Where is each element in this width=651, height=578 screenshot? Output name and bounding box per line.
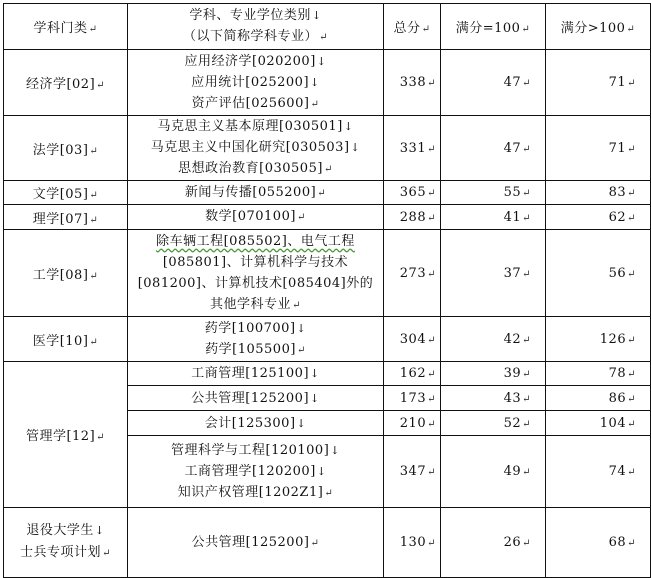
category-cell: 法学[03] ↵ [4, 116, 128, 181]
discipline-cell [128, 205, 384, 230]
discipline-line: 药学[100700] ↓ [132, 318, 379, 339]
discipline-cell [128, 436, 384, 508]
header-discipline [128, 4, 384, 50]
category-cell: 工学[08] ↵ [4, 230, 128, 317]
discipline-line: 其他学科专业 ↵ [132, 294, 379, 316]
full-gt100-score: 126 ↵ [546, 317, 651, 362]
header-total: 总分 ↵ [384, 4, 441, 50]
total-score: 130 ↵ [384, 508, 441, 578]
full-gt100-score: 62 ↵ [546, 205, 651, 230]
category-line2: 士兵专项计划 ↵ [8, 542, 123, 565]
table-row [4, 230, 651, 317]
discipline-line: [081200]、计算机技术[085404]外的 [137, 275, 374, 291]
full100-score: 55 ↵ [441, 181, 546, 205]
header-discipline-line1: 学科、专业学位类别 ↓ [132, 5, 379, 26]
full100-score: 49 ↵ [441, 436, 546, 508]
discipline-cell [128, 362, 384, 386]
discipline-cell [128, 386, 384, 411]
category-cell [4, 508, 128, 578]
discipline-line: 数学[070100] ↵ [132, 206, 379, 228]
table-row [4, 205, 651, 230]
score-table [3, 3, 651, 578]
full-gt100-score: 104 ↵ [546, 411, 651, 436]
table-row [4, 508, 651, 578]
discipline-line: 会计[125300] ↓ [132, 413, 379, 434]
table-row [4, 362, 651, 386]
total-score: 173 ↵ [384, 386, 441, 411]
discipline-line: 新闻与传播[055200] ↵ [132, 182, 379, 204]
full100-score: 42 ↵ [441, 317, 546, 362]
full-gt100-score: 78 ↵ [546, 362, 651, 386]
full-gt100-score: 68 ↵ [546, 508, 651, 578]
total-score: 347 ↵ [384, 436, 441, 508]
discipline-cell [128, 181, 384, 205]
full-gt100-score: 86 ↵ [546, 386, 651, 411]
full100-score: 52 ↵ [441, 411, 546, 436]
discipline-line: [085801]、计算机科学与技术 [162, 254, 349, 270]
category-cell: 经济学[02] ↵ [4, 50, 128, 116]
discipline-line: 马克思主义中国化研究[030503] ↓ [132, 137, 379, 158]
full-gt100-score: 56 ↵ [546, 230, 651, 317]
full100-score: 43 ↵ [441, 386, 546, 411]
discipline-line: 管理科学与工程[120100] ↓ [132, 440, 379, 461]
category-cell: 理学[07] ↵ [4, 205, 128, 230]
total-score: 304 ↵ [384, 317, 441, 362]
total-score: 331 ↵ [384, 116, 441, 181]
discipline-line: 除车辆工程[085502]、电气工程 [156, 233, 355, 249]
discipline-cell [128, 230, 384, 317]
total-score: 288 ↵ [384, 205, 441, 230]
discipline-cell [128, 116, 384, 181]
full100-score: 41 ↵ [441, 205, 546, 230]
discipline-line: 马克思主义基本原理[030501] ↓ [132, 116, 379, 137]
table-row [4, 50, 651, 116]
table-row [4, 181, 651, 205]
full100-score: 39 ↵ [441, 362, 546, 386]
discipline-line: 知识产权管理[1202Z1] ↵ [132, 482, 379, 504]
full-gt100-score: 74 ↵ [546, 436, 651, 508]
discipline-line: 工商管理学[120200] ↓ [132, 461, 379, 482]
discipline-line: 思想政治教育[030505] ↵ [132, 158, 379, 180]
category-cell: 管理学[12] ↵ [4, 362, 128, 508]
full100-score: 47 ↵ [441, 50, 546, 116]
discipline-line: 药学[105500] ↵ [132, 339, 379, 361]
full100-score: 47 ↵ [441, 116, 546, 181]
total-score: 273 ↵ [384, 230, 441, 317]
table-row [4, 116, 651, 181]
discipline-line: 资产评估[025600] ↵ [132, 93, 379, 115]
full100-score: 37 ↵ [441, 230, 546, 317]
category-line1: 退役大学生 ↓ [8, 520, 123, 542]
total-score: 338 ↵ [384, 50, 441, 116]
discipline-line: 应用经济学[020200] ↓ [132, 51, 379, 72]
discipline-line: 应用统计[025200] ↓ [132, 72, 379, 93]
full-gt100-score: 71 ↵ [546, 50, 651, 116]
header-full100: 满分=100 ↵ [441, 4, 546, 50]
discipline-line: 公共管理[125200] ↵ [132, 532, 379, 554]
header-full-gt100: 满分>100 ↵ [546, 4, 651, 50]
full-gt100-score: 71 ↵ [546, 116, 651, 181]
header-category: 学科门类 ↵ [4, 4, 128, 50]
discipline-line: 公共管理[125200] ↓ [132, 388, 379, 409]
full-gt100-score: 83 ↵ [546, 181, 651, 205]
category-cell: 医学[10] ↵ [4, 317, 128, 362]
discipline-line: 工商管理[125100] ↓ [132, 363, 379, 384]
full100-score: 26 ↵ [441, 508, 546, 578]
table-row [4, 317, 651, 362]
total-score: 210 ↵ [384, 411, 441, 436]
header-row [4, 4, 651, 50]
total-score: 162 ↵ [384, 362, 441, 386]
discipline-cell [128, 411, 384, 436]
discipline-cell [128, 508, 384, 578]
total-score: 365 ↵ [384, 181, 441, 205]
discipline-cell [128, 50, 384, 116]
discipline-cell [128, 317, 384, 362]
header-discipline-line2: （以下简称学科专业） ↵ [132, 26, 379, 48]
category-cell: 文学[05] ↵ [4, 181, 128, 205]
